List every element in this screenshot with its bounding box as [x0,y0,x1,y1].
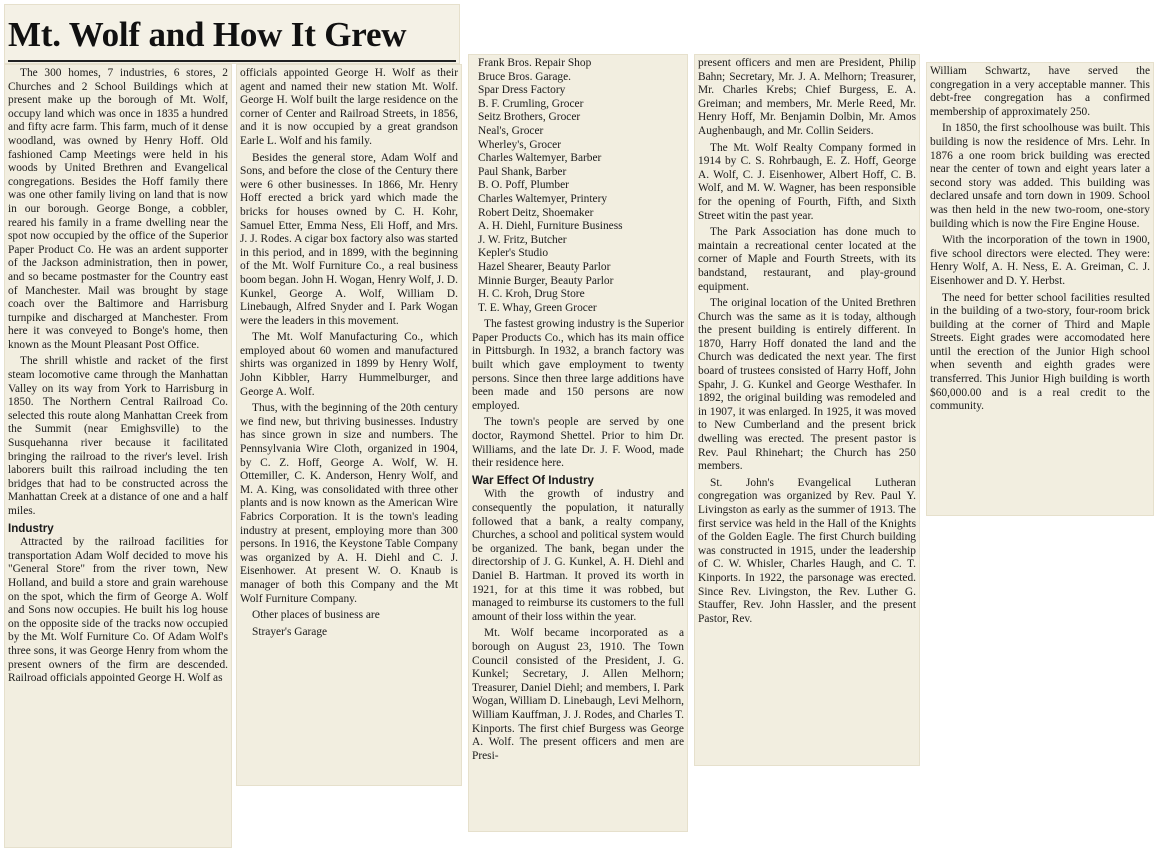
paragraph: Strayer's Garage [252,625,328,638]
paragraph: With the growth of industry and consequently the population, it naturally followed that a bank, a realty company, Churches, a school and political system would be organized. The bank, began under the directorship of J. G. Kunkel, A. H. Diehl and Daniel B. Hartman. It proved its worth in 1921, for at this time it was robbed, but managed to reimburse its customers to the full amount of their loss within the year. [472,488,684,623]
business-list-item: Hazel Shearer, Beauty Parlor [478,260,611,273]
paragraph: With the incorporation of the town in 1900, five school directors were elected. They were: Henry Wolf, A. H. Ness, E. A. Greiman, C. J. Eisenhower and D. Y. Herbst. [930,234,1150,287]
paragraph: Mt. Wolf became incorporated as a borough on August 23, 1910. The Town Council consisted of the President, J. G. Kunkel; Secretary, J. Allen Melhorn; Treasurer, Daniel Diehl; and members, I. Park Wogan, William D. Linebaugh, Levi Melhorn, William Kauffman, J. J. Rodes, and Charles T. Kinports. The first chief Burgess was George A. Wolf. The present officers and men are Presi- [472,627,684,762]
article-headline: Mt. Wolf and How It Grew [8,15,407,54]
business-list-item: Wherley's, Grocer [478,138,562,151]
section-heading-war-effect: War Effect Of Industry [472,473,594,487]
column-4 [694,54,920,766]
business-list-item: Kepler's Studio [478,247,549,260]
business-list-item: Frank Bros. Repair Shop [478,57,592,69]
business-list-item: T. E. Whay, Green Grocer [478,301,597,314]
business-list-item: Robert Deitz, Shoemaker [478,206,594,219]
paragraph: William Schwartz, have served the congregation in a very acceptable manner. This debt-free congregation has a confirmed membership of approximately 250. [930,65,1150,118]
paragraph: present officers and men are President, Philip Bahn; Secretary, Mr. J. A. Melhorn; Treasurer, Mr. Charles Krebs; Chief Burgess, E. A. Greiman; and members, Mr. Merle Reed, Mr. Henry Hoff, Mr. Benjamin Dolbin, Mr. Amos Aughenbaugh, and Mr. Collin Seiders. [698,57,916,137]
paragraph: Attracted by the railroad facilities for transportation Adam Wolf decided to move his "General Store" from the river town, New Holland, and build a store and grain warehouse on the spot, which the firm of George A. Wolf and Sons now occupies. He built his log house on the opposite side of the tracks now occupied by the Mt. Wolf Furniture Co. Of Adam Wolf's three sons, it was George Henry from whom the present owners of the firm are descended. Railroad officials appointed George H. Wolf as [8,536,228,685]
paragraph: The fastest growing industry is the Superior Paper Products Co., which has its main office in Pittsburgh. In 1932, a branch factory was built which gave employment to twenty persons. Since then three large additions have been made and 150 persons are now employed. [472,318,684,412]
business-list-item: Neal's, Grocer [478,124,544,137]
paragraph: The 300 homes, 7 industries, 6 stores, 2 Churches and 2 School Buildings which at present make up the borough of Mt. Wolf, occupy land which was once in 1835 a hundred and fifty acre farm. This farm, much of it dense woodland, was owned by Henry Hoff. Old fashioned Camp Meetings were held in his woods by United Brethren and Evangelical congregations. Besides the Hoff family there was one other family living on land that is now in our borough. George Bonge, a cobbler, reared his family in a frame dwelling near the spot now occupied by the office of the Superior Paper Product Co. He was an ardent supporter of the Jackson administration, then in power, and so became postmaster for the Country east of Manchester. Mail was brought by stage coach over the Baltimore and Harrisburg turnpike and discharged at Manchester. From here it was conveyed to Bonge's home, then known as the Mount Pleasant Post Office. [8,67,228,351]
column-5 [926,62,1154,516]
column-3 [468,54,688,832]
paragraph: The original location of the United Brethren Church was the same as it is today, although the present building is entirely different. In 1870, Harry Hoff donated the land and the Church was dedicated the next year. The first board of trustees consisted of Harry Hoff, John Spahr, J. G. Kunkel and George Westhafer. In 1892, the original building was remodeled and in 1907, it was enlarged. In 1925, it was moved to New Cumberland and the present brick dwelling was erected. The present pastor is Rev. Paul Rhinehart; the Church has 250 members. [698,297,916,473]
business-list-item: B. F. Crumling, Grocer [478,97,584,110]
business-list-item: J. W. Fritz, Butcher [478,233,567,246]
business-list-item: Paul Shank, Barber [478,165,567,178]
business-list-item: A. H. Diehl, Furniture Business [478,220,623,233]
business-list-item: Minnie Burger, Beauty Parlor [478,274,614,287]
paragraph: The shrill whistle and racket of the first steam locomotive came through the Manhattan Valley on its way from York to Harrisburg in 1850. The Northern Central Railroad Co. selected this route along Manhattan Creek from the Summit (near Emighsville) to the Susquehanna river because it facilitated bringing the railroad to the river's level. Irish laborers built this railroad including the ten bridges that had to be constructed across the Manhattan Creek at a distance of one and a half miles. [8,355,228,517]
paragraph: Other places of business are [252,609,380,622]
paragraph: The need for better school facilities resulted in the building of a two-story, four-room brick building at the corner of Third and Maple Streets. Eight grades were accomodated here until the erection of the Junior High school when seventh and eighth grades were transferred. This Junior High building is worth $60,000.00 and is a real credit to the community. [930,291,1150,413]
paragraph: Besides the general store, Adam Wolf and Sons, and before the close of the Century there were 6 other businesses. In 1866, Mr. Henry Hoff erected a brick yard which made the bricks for houses owned by C. H. Kohr, Samuel Etter, Emma Ness, Eli Hoff, and Mrs. J. J. Rodes. A cigar box factory also was started in this period, and in 1899, with the beginning of the Mt. Wolf Furniture Co., a real business boom began. John H. Wogan, Henry Wolf, J. D. Kunkel, George A. Wolf, William D. Linebaugh, Alfred Snyder and I. Park Wogan were the leaders in this movement. [240,151,458,327]
paragraph: The town's people are served by one doctor, Raymond Shettel. Prior to him Dr. Williams, and the late Dr. J. F. Wood, made their residence here. [472,416,684,470]
column-2 [236,64,462,786]
section-heading-industry: Industry [8,521,54,535]
paragraph: The Park Association has done much to maintain a recreational center located at the corner of Maple and Fourth Streets, with its bandstand, restaurant, and play-ground equipment. [698,226,916,293]
paragraph: The Mt. Wolf Realty Company formed in 1914 by C. S. Rohrbaugh, E. Z. Hoff, George A. Wolf, C. J. Eisenhower, Albert Hoff, C. B. Wolf, and M. W. Wagner, has been responsible for the opening of Fourth, Fifth, and Sixth Street witin the past year. [698,141,916,222]
business-list-item: Bruce Bros. Garage. [478,70,571,83]
business-list-item: Seitz Brothers, Grocer [478,111,581,124]
business-list-item: Spar Dress Factory [478,84,566,97]
paragraph: St. John's Evangelical Lutheran congregation was organized by Rev. Paul Y. Livingston as early as the summer of 1913. The first service was held in the Hall of the Knights of the Golden Eagle. The first Church building was constructed in 1915, under the leadership of C. W. Whisler, Charles Haugh, and C. T. Kinports. In 1922, the parsonage was erected. Since Rev. Livingston, the Rev. Luther G. Stauffer, Rev. John Hassler, and the present Pastor, Rev. [698,476,916,625]
paragraph: Thus, with the beginning of the 20th century we find new, but thriving businesses. Industry has since grown in size and numbers. The Pennsylvania Wire Cloth, organized in 1904, by C. Z. Hoff, George A. Wolf, W. H. Ottemiller, C. K. Anderson, Henry Wolf, and M. A. King, was consolidated with three other plants and is now known as the American Wire Fabrics Corporation. It is the town's leading industry at present, employing more than 300 persons. In 1916, the Keystone Table Company was organized by A. H. Diehl and C. J. Eisenhower. At present W. O. Knaub is manager of both this Company and the Mt Wolf Furniture Company. [240,402,458,605]
column-1 [4,64,232,848]
paragraph: officials appointed George H. Wolf as their agent and named their new station Mt. Wolf. George H. Wolf built the large residence on the corner of Center and Railroad Streets, in 1856, and it is now occupied by a great grandson Earle L. Wolf and his family. [240,67,458,147]
business-list-item: H. C. Kroh, Drug Store [478,288,585,301]
business-list-item: B. O. Poff, Plumber [478,179,569,192]
business-list-item: Charles Waltemyer, Printery [478,192,608,205]
headline-rule [8,60,456,62]
business-list-item: Charles Waltemyer, Barber [478,152,602,165]
paragraph: In 1850, the first schoolhouse was built. This building is now the residence of Mrs. Lehr. In 1876 a one room brick building was erected near the center of town and eight years later a second story was added. This building was declared unsafe and torn down in 1909. School was then held in the new two-room, one-story building which is now the Fire Engine House. [930,122,1150,230]
paragraph: The Mt. Wolf Manufacturing Co., which employed about 60 women and manufactured shirts was organized in 1899 by Henry Wolf, John Kibbler, Harry Hummelburger, and George A. Wolf. [240,331,458,398]
business-list [472,57,684,315]
